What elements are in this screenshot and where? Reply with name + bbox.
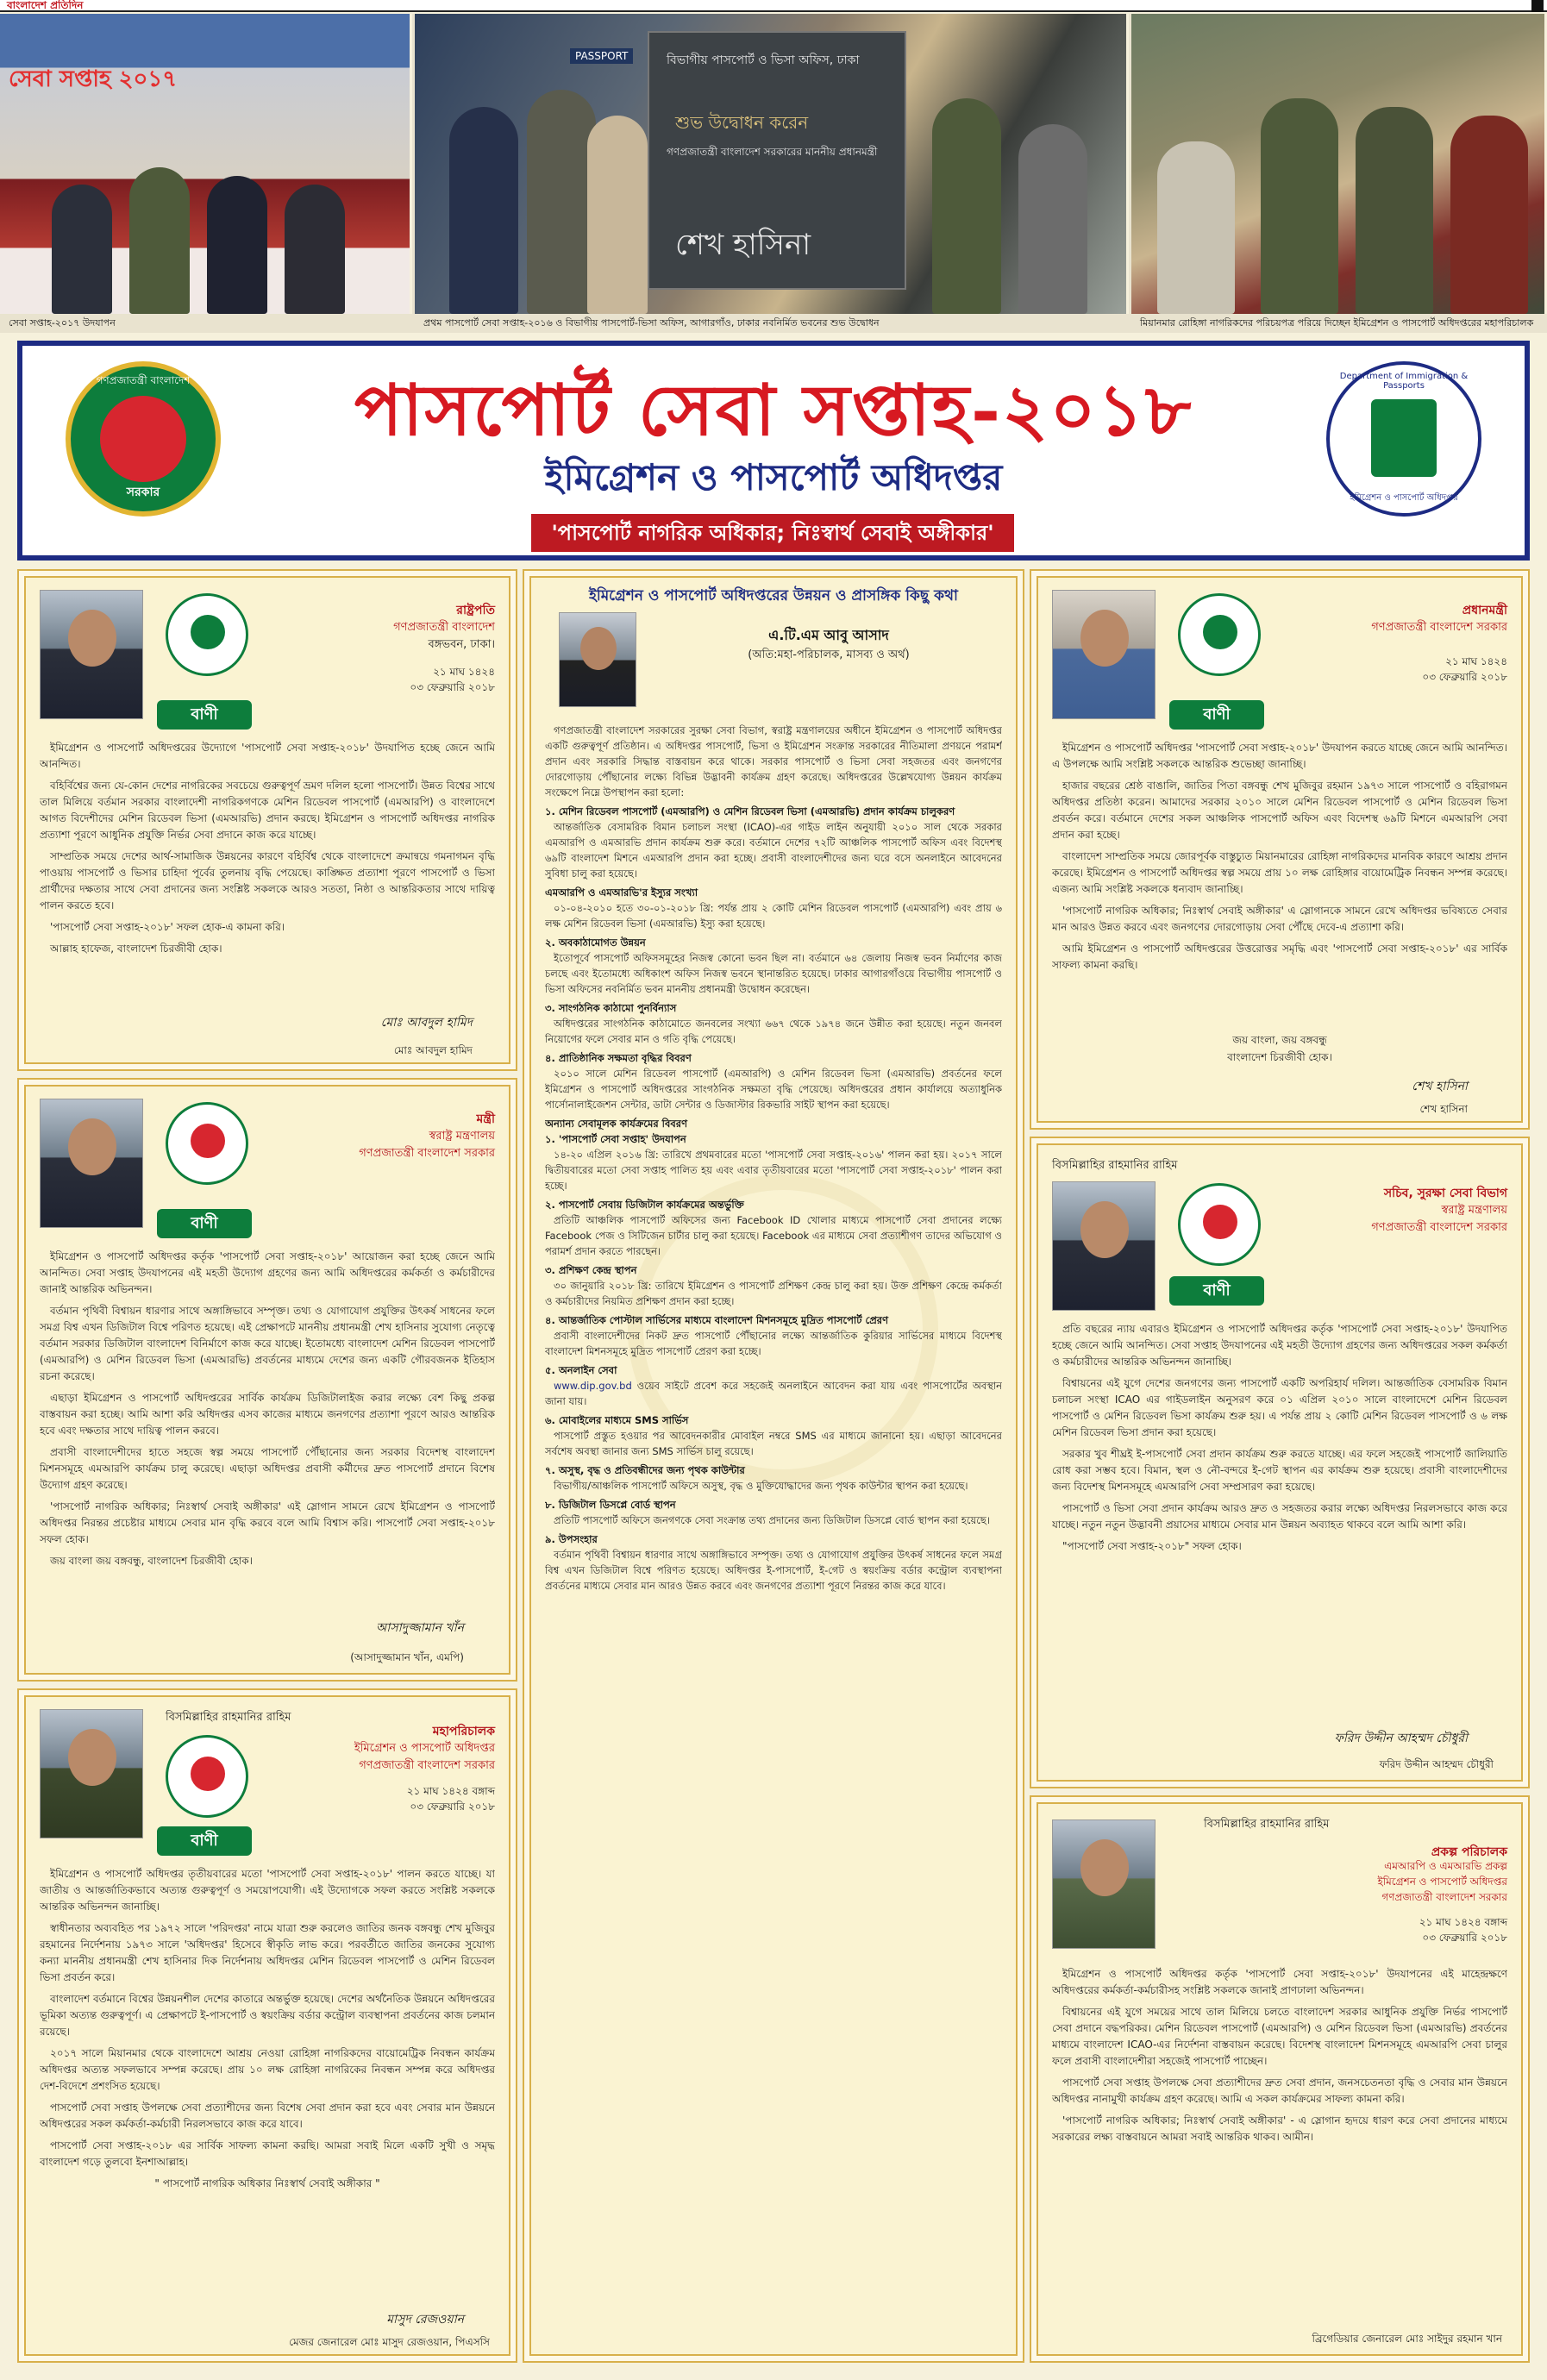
- card-date-en: ০৩ ফেব্রুয়ারি ২০১৮: [1422, 671, 1507, 683]
- author-name: এ.টি.এম আবু আসাদ: [768, 627, 889, 643]
- card-body: [1052, 1321, 1507, 1718]
- paragraph-text: ওয়েব সাইটে প্রবেশ করে সহজেই অনলাইনে আবেদন করা যায় এবং পাসপোর্টের অবস্থান জানা যায়।: [545, 1380, 1002, 1407]
- paragraph: পাসপোর্ট ও ভিসা সেবা প্রদান কার্যক্রম আরও দ্রুত ও সহজতর করার লক্ষ্যে অধিদপ্তর নিরলসভাবে কাজ করে যাচ্ছে। নতুন নতুন উদ্ভাবনী প্রয়াসের মাধ্যমে সেবার মান উন্নয়ন অব্যাহত থাকবে বলে আমি আশা করি।: [1052, 1502, 1507, 1531]
- person-figure: [932, 98, 1001, 314]
- emblem-icon: [166, 593, 248, 676]
- signature: ফরিদ উদ্দীন আহম্মদ চৌধুরী: [1334, 1732, 1468, 1745]
- card-org: ইমিগ্রেশন ও পাসপোর্ট অধিদপ্তর: [1377, 1876, 1507, 1888]
- paragraph: হাজার বছরের শ্রেষ্ঠ বাঙালি, জাতির পিতা বঙ্গবন্ধু শেখ মুজিবুর রহমান ১৯৭৩ সালে পাসপোর্ট ও বহিরাগমন অধিদপ্তর প্রতিষ্ঠা করেন। আমাদের সরকার ২০১০ সালে মেশিন রিডেবল পাসপোর্ট ও মেশিন রিডেবল ভিসা প্রবর্তন করে। বর্তমানে দেশের সকল আঞ্চলিক পাসপোর্ট অফিস এবং বিদেশস্থ ৬৯টি মিশনে এমআরপি সেবা প্রদান করা হচ্ছে।: [1052, 780, 1507, 841]
- face: [1080, 1839, 1129, 1896]
- paragraph: ইতোপূর্বে পাসপোর্ট অফিসসমূহের নিজস্ব কোনো ভবন ছিল না। বর্তমানে ৬৪ জেলায় নিজস্ব ভবন নির্মাণের কাজ চলছে এবং ইতোমধ্যে অধিকাংশ অফিস নিজস্ব ভবনে স্থানান্তরিত হয়েছে। ঢাকার আগারগাঁওয়ে বিভাগীয় পাসপোর্ট ও ভিসা অফিসের নবনির্মিত ভবন মাননীয় প্রধানমন্ত্রী উদ্বোধন করেছেন।: [545, 952, 1002, 995]
- person-figure: [587, 116, 648, 314]
- card-org: গণপ্রজাতন্ত্রী বাংলাদেশ সরকার: [359, 1759, 495, 1772]
- emblem-icon: [166, 1735, 248, 1818]
- photo-row: [0, 14, 1547, 333]
- card-date-bn: ২১ মাঘ ১৪২৪ বঙ্গাব্দ: [406, 1785, 495, 1797]
- govt-logo-bottom-text: সরকার: [126, 485, 160, 499]
- development-article-card: [523, 569, 1024, 2363]
- paragraph: বর্তমান পৃথিবী বিশ্বায়ন ধারণার সাথে অঙ্গাঙ্গিভাবে সম্পৃক্ত। তথ্য ও যোগাযোগ প্রযুক্তির উৎকর্ষ সাধনের ফলে সমগ্র বিশ্ব এখন ডিজিটাল বিশ্বে পরিণত হয়েছে। অধিদপ্তর ই-পাসপোর্ট, ই-গেট ও স্বয়ংক্রিয় বর্ডার কন্ট্রোল ব্যবস্থাপনা প্রবর্তনের মাধ্যমে সেবার মান আরও উন্নত করবে এবং জনগণের প্রত্যাশা পূরণে নিরন্তর কাজ করে যাবে।: [545, 1549, 1002, 1592]
- section-title: ৪. প্রাতিষ্ঠানিক সক্ষমতা বৃদ্ধির বিবরণ: [545, 1052, 692, 1064]
- paragraph: বাংলাদেশ বর্তমানে বিশ্বের উন্নয়নশীল দেশের কাতারে অন্তর্ভুক্ত হয়েছে। দেশের অর্থনৈতিক উন্নয়নে অধিদপ্তরের ভূমিকা অত্যন্ত গুরুত্বপূর্ণ। এ প্রেক্ষাপটে ই-পাসপোর্ট ও স্বয়ংক্রিয় বর্ডার কন্ট্রোল ব্যবস্থাপনা প্রবর্তনের কাজ চলমান রয়েছে।: [40, 1993, 495, 2038]
- page-subtitle: ইমিগ্রেশন ও পাসপোর্ট অধিদপ্তর: [544, 456, 1003, 498]
- govt-logo-sun: [100, 396, 186, 482]
- paragraph: 'পাসপোর্ট সেবা সপ্তাহ-২০১৮' সফল হোক-এ কামনা করি।: [50, 921, 285, 933]
- person-figure: [52, 185, 112, 314]
- inauguration-plaque: [648, 31, 906, 290]
- paragraph: " পাসপোর্ট নাগরিক অধিকার নিঃস্বার্থ সেবাই অঙ্গীকার ": [154, 2177, 380, 2189]
- paragraph: প্রতিটি আঞ্চলিক পাসপোর্ট অফিসের জন্য Facebook ID খোলার মাধ্যমে পাসপোর্ট সেবা প্রদানের লক্ষ্যে Facebook পেজ ও সিটিজেন চার্টার চালু করা হয়েছে। Facebook এর মাধ্যমে সেবা প্রত্যাশীগণ তাদের অভিযোগ ও পরামর্শ প্রদান করতে পারছেন।: [545, 1214, 1002, 1257]
- card-date-bn: ২১ মাঘ ১৪২৪: [1445, 655, 1507, 667]
- bismillah-text: বিসমিল্লাহির রাহমানির রাহিম: [1052, 1159, 1178, 1172]
- card-org: ইমিগ্রেশন ও পাসপোর্ট অধিদপ্তর: [354, 1742, 495, 1755]
- dip-logo-top-text: Department of Immigration & Passports: [1339, 372, 1469, 391]
- author-role: (অতি:মহা-পরিচালক, মাসব্য ও অর্থ): [748, 648, 910, 661]
- page-title: পাসপোর্ট সেবা সপ্তাহ-২০১৮: [354, 369, 1193, 452]
- vani-badge: বাণী: [1169, 700, 1264, 730]
- signatory-name: (আসাদুজ্জামান খাঁন, এমপি): [350, 1651, 464, 1663]
- paragraph: ৩০ জানুয়ারি ২০১৮ খ্রি: তারিখে ইমিগ্রেশন ও পাসপোর্ট প্রশিক্ষণ কেন্দ্র চালু করা হয়। উক্ত প্রশিক্ষণ কেন্দ্রে কর্মকর্তা ও কর্মচারীদের নিয়মিত প্রশিক্ষণ প্রদান করা হচ্ছে।: [545, 1280, 1002, 1307]
- prime-minister-message-card: [1030, 569, 1530, 1130]
- photo-rohingya-registration: [1131, 14, 1547, 314]
- article-section: [545, 1000, 1002, 1047]
- article-section: [545, 935, 1002, 997]
- paragraph: বাংলাদেশ সাম্প্রতিক সময়ে জোরপূর্বক বাস্তুচ্যুত মিয়ানমারের রোহিঙ্গা নাগরিকদের মানবিক কারণে আশ্রয় প্রদান করেছে। ইমিগ্রেশন ও পাসপোর্ট অধিদপ্তর স্বল্প সময়ে প্রায় ১০ লক্ষ রোহিঙ্গার বায়োমেট্রিক নিবন্ধন সম্পন্ন করেছে। এজন্য আমি সংশ্লিষ্ট সকলকে ধন্যবাদ জানাচ্ছি।: [1052, 850, 1507, 895]
- section-subtitle: ৪. আন্তর্জাতিক পোস্টাল সার্ভিসের মাধ্যমে বাংলাদেশ মিশনসমূহে মুদ্রিত পাসপোর্ট প্রেরণ: [545, 1314, 889, 1326]
- vani-badge: বাণী: [157, 1826, 252, 1856]
- emblem-center: [1203, 615, 1237, 649]
- section-subtitle: ৬. মোবাইলের মাধ্যমে SMS সার্ভিস: [545, 1414, 689, 1426]
- emblem-center: [191, 615, 225, 649]
- passport-sign: PASSPORT: [570, 48, 633, 64]
- emblem-center: [1203, 1205, 1237, 1239]
- secretary-portrait: [1052, 1181, 1156, 1311]
- signatory-name: মোঃ আবদুল হামিদ: [393, 1044, 473, 1056]
- card-org: গণপ্রজাতন্ত্রী বাংলাদেশ সরকার: [359, 1147, 495, 1160]
- photo-caption: মিয়ানমার রোহিঙ্গা নাগরিকদের পরিচয়পত্র পরিয়ে দিচ্ছেন ইমিগ্রেশন ও পাসপোর্ট অধিদপ্তরের মহাপরিচালক: [1140, 317, 1534, 329]
- paragraph: বিশ্বায়নের এই যুগে সময়ের সাথে তাল মিলিয়ে চলতে বাংলাদেশ সরকার আধুনিক প্রযুক্তি নির্ভর পাসপোর্ট সেবা প্রদানে বদ্ধপরিকর। মেশিন রিডেবল পাসপোর্ট (এমআরপি) ও মেশিন রিডেবল ভিসা (এমআরভি) প্রবর্তনের মাধ্যমে বাংলাদেশ ICAO-এর নির্দেশনা বাস্তবায়ন করেছে। বিদেশস্থ বাংলাদেশ মিশনসমূহে এমআরপি সেবা চালুর ফলে প্রবাসী বাংলাদেশীরা সহজেই পাসপোর্ট পাচ্ছেন।: [1052, 2006, 1507, 2067]
- right-column: [1030, 569, 1530, 2363]
- person-figure: [1157, 141, 1235, 314]
- signatory-name: মেজর জেনারেল মোঃ মাসুদ রেজওয়ান, পিএসসি: [289, 2336, 490, 2348]
- emblem-center: [191, 1757, 225, 1791]
- minister-portrait: [40, 1099, 143, 1228]
- card-body: [1052, 740, 1507, 1024]
- card-org: গণপ্রজাতন্ত্রী বাংলাদেশ সরকার: [1371, 621, 1507, 634]
- author-portrait: [559, 612, 636, 707]
- article-heading: ইমিগ্রেশন ও পাসপোর্ট অধিদপ্তরের উন্নয়ন ও প্রাসঙ্গিক কিছু কথা: [589, 587, 958, 604]
- paragraph: প্রবাসী বাংলাদেশীদের নিকট দ্রুত পাসপোর্ট পৌঁছানোর লক্ষ্যে আন্তর্জাতিক কুরিয়ার সার্ভিসের মাধ্যমে বিদেশস্থ বাংলাদেশ মিশনসমূহে মুদ্রিত পাসপোর্ট প্রেরণ করা হচ্ছে।: [545, 1330, 1002, 1357]
- paragraph: স্বাধীনতার অব্যবহিত পর ১৯৭২ সালে 'পরিদপ্তর' নামে যাত্রা শুরু করলেও জাতির জনক বঙ্গবন্ধু শেখ মুজিবুর রহমানের নির্দেশনায় ১৯৭৩ সালে 'অধিদপ্তর' হিসেবে স্বীকৃতি লাভ করে। পরবর্তীতে জাতির জনকের সুযোগ্য কন্যা মাননীয় প্রধানমন্ত্রী শেখ হাসিনার দিক নির্দেশনায় অধিদপ্তর মেশিন রিডেবল পাসপোর্ট ও মেশিন রিডেবল ভিসা প্রবর্তন করে।: [40, 1922, 495, 1983]
- paragraph: আল্লাহ হাফেজ, বাংলাদেশ চিরজীবী হোক।: [50, 943, 222, 955]
- paragraph: প্রতি বছরের ন্যায় এবারও ইমিগ্রেশন ও পাসপোর্ট অধিদপ্তর কর্তৃক 'পাসপোর্ট সেবা সপ্তাহ-২০১৮' উদযাপিত হচ্ছে জেনে আমি আনন্দিত। সেবা সপ্তাহ উদযাপনের এই মহতী উদ্যোগ গ্রহণের জন্য অধিদপ্তরের সকল কর্মকর্তা ও কর্মচারীদের আন্তরিক অভিনন্দন জানাচ্ছি।: [1052, 1323, 1507, 1368]
- paragraph: প্রবাসী বাংলাদেশীদের হাতে সহজে স্বল্প সময়ে পাসপোর্ট পৌঁছানোর জন্য সরকার বিদেশস্থ বাংলাদেশ মিশনসমূহে এমআরপি কার্যক্রম চালু করেছে। এছাড়া অধিদপ্তর প্রবাসী কর্মীদের দ্রুত পাসপোর্ট প্রদানে বিশেষ উদ্যোগ গ্রহণ করেছে।: [40, 1446, 495, 1491]
- card-body: [40, 740, 495, 1007]
- paragraph: আমি ইমিগ্রেশন ও পাসপোর্ট অধিদপ্তরের উত্তরোত্তর সমৃদ্ধি এবং 'পাসপোর্ট সেবা সপ্তাহ-২০১৮' এর সার্বিক সাফল্য কামনা করছি।: [1052, 943, 1507, 971]
- photo-caption: সেবা সপ্তাহ-২০১৭ উদযাপন: [9, 317, 116, 329]
- card-body: [40, 1249, 495, 1611]
- top-strip: [0, 0, 1547, 12]
- card-role: মহাপরিচালক: [432, 1725, 495, 1738]
- director-general-message-card: [17, 1688, 517, 2363]
- dg-portrait: [40, 1709, 143, 1838]
- card-role: রাষ্ট্রপতি: [456, 604, 495, 617]
- paragraph: ইমিগ্রেশন ও পাসপোর্ট অধিদপ্তরের উদ্যোগে 'পাসপোর্ট সেবা সপ্তাহ-২০১৮' উদযাপিত হচ্ছে জেনে আমি আনন্দিত।: [40, 742, 495, 770]
- card-org: স্বরাষ্ট্র মন্ত্রণালয়: [429, 1130, 495, 1143]
- signature: মাসুদ রেজওয়ান: [386, 2313, 464, 2327]
- person-figure: [285, 185, 345, 314]
- paragraph: পাসপোর্ট প্রস্তুত হওয়ার পর আবেদনকারীর মোবাইল নম্বরে SMS এর মাধ্যমে জানানো হয়। এছাড়া আবেদনের সর্বশেষ অবস্থা জানার জন্য SMS সার্ভিস চালু রয়েছে।: [545, 1430, 1002, 1457]
- plaque-name: শেখ হাসিনা: [675, 228, 811, 262]
- vani-badge: বাণী: [1169, 1276, 1264, 1306]
- paragraph: বিভাগীয়/আঞ্চলিক পাসপোর্ট অফিসে অসুস্থ, বৃদ্ধ ও মুক্তিযোদ্ধাদের জন্য পৃথক কাউন্টার স্থাপন করা হয়েছে।: [554, 1480, 968, 1492]
- website-link[interactable]: www.dip.gov.bd: [554, 1380, 632, 1392]
- face: [68, 610, 116, 667]
- section-title: ৩. সাংগঠনিক কাঠামো পুনর্বিন্যাস: [545, 1002, 677, 1014]
- paragraph: 'পাসপোর্ট নাগরিক অধিকার; নিঃস্বার্থ সেবাই অঙ্গীকার' - এ স্লোগান হৃদয়ে ধারণ করে সেবা প্রদানের মাধ্যমে সরকারের লক্ষ্য বাস্তবায়নে আমরা সবাই আন্তরিক থাকব। আমীন।: [1052, 2114, 1507, 2143]
- card-role: প্রধানমন্ত্রী: [1462, 604, 1507, 617]
- section-subtitle: ৮. ডিজিটাল ডিসপ্লে বোর্ড স্থাপন: [545, 1499, 676, 1511]
- vani-badge: বাণী: [157, 1209, 252, 1238]
- paragraph: জয় বাংলা জয় বঙ্গবন্ধু, বাংলাদেশ চিরজীবী হোক।: [50, 1555, 253, 1567]
- paragraph: 'পাসপোর্ট নাগরিক অধিকার; নিঃস্বার্থ সেবাই অঙ্গীকার' এ স্লোগানকে সামনে রেখে অধিদপ্তর ভবিষ্যতে সেবার মান আরও উন্নত করবে এবং জনগণের দোরগোড়ায় সেবা পৌঁছে দেবে-এ প্রত্যাশা করি।: [1052, 905, 1507, 933]
- paragraph: ১৪-২০ এপ্রিল ২০১৬ খ্রি: তারিখে প্রথমবারের মতো 'পাসপোর্ট সেবা সপ্তাহ-২০১৬' পালন করা হয়। ২০১৭ সালে দ্বিতীয়বারের মতো সেবা সপ্তাহ পালিত হয় এবং এবার তৃতীয়বারের মতো 'পাসপোর্ট সেবা সপ্তাহ-২০১৮' পালন করা হচ্ছে।: [545, 1149, 1002, 1192]
- card-role: মন্ত্রী: [476, 1112, 495, 1126]
- paragraph: আন্তর্জাতিক বেসামরিক বিমান চলাচল সংস্থা (ICAO)-এর গাইড লাইন অনুযায়ী ২০১০ সাল থেকে সরকার এমআরপি ও এমআরভি প্রদান কার্যক্রম শুরু করে। বর্তমানে দেশের ৭২টি আঞ্চলিক পাসপোর্ট অফিস এবং বিদেশস্থ ৬৯টি বাংলাদেশ মিশনে এমআরপি প্রদান করা হচ্ছে। প্রবাসী বাংলাদেশীদের জন্য ঘরে বসে অনলাইনে আবেদনের সুবিধা চালু করা হয়েছে।: [545, 821, 1002, 880]
- section-subtitle: এমআরপি ও এমআরভি'র ইস্যুর সংখ্যা: [545, 886, 698, 899]
- left-column: [17, 569, 517, 2363]
- person-figure: [1356, 107, 1433, 314]
- signature: আসাদুজ্জামান খাঁন: [376, 1621, 464, 1635]
- emblem-icon: [166, 1102, 248, 1185]
- paragraph: এছাড়া ইমিগ্রেশন ও পাসপোর্ট অধিদপ্তরের সার্বিক কার্যক্রম ডিজিটালাইজ করার লক্ষ্যে বেশ কিছু প্রকল্প বাস্তবায়ন করা হচ্ছে। আমি আশা করি অধিদপ্তর এসব কাজের মাধ্যমে জনগণের প্রত্যাশা পূরণে আরও আন্তরিক হবে এবং দক্ষতার সাথে দায়িত্ব পালন করবে।: [40, 1392, 495, 1437]
- paragraph: [545, 1378, 1002, 1409]
- paragraph: ইমিগ্রেশন ও পাসপোর্ট অধিদপ্তর কর্তৃক 'পাসপোর্ট সেবা সপ্তাহ-২০১৮' উদযাপনের এই মাহেন্দ্রক্ষণে অধিদপ্তরের কর্মকর্তা-কর্মচারীসহ সংশ্লিষ্ট সকলকে জানাই প্রাণঢালা অভিনন্দন।: [1052, 1968, 1507, 1996]
- dip-logo-bottom-text: ইমিগ্রেশন ও পাসপোর্ট অধিদপ্তর: [1350, 493, 1458, 503]
- card-date-en: ০৩ ফেব্রুয়ারি ২০১৮: [1422, 1932, 1507, 1944]
- article-body: [545, 723, 1002, 2344]
- closing-line: জয় বাংলা, জয় বঙ্গবন্ধু: [1232, 1034, 1327, 1046]
- bismillah-text: বিসমিল্লাহির রাহমানির রাহিম: [1204, 1818, 1330, 1831]
- section-subtitle: ২. পাসপোর্ট সেবায় ডিজিটাল কার্যক্রমের অন্তর্ভুক্তি: [545, 1199, 744, 1211]
- face: [580, 627, 617, 670]
- face: [68, 1729, 116, 1786]
- card-date-bn: ২১ মাঘ ১৪২৪: [433, 666, 495, 678]
- person-figure: [527, 90, 596, 314]
- section-subtitle: ৭. অসুস্থ, বৃদ্ধ ও প্রতিবন্ধীদের জন্য পৃথক কাউন্টার: [545, 1464, 745, 1476]
- article-section: [545, 1116, 1002, 1594]
- closing-line: বাংলাদেশ চিরজীবী হোক।: [1227, 1051, 1332, 1063]
- section-title: অন্যান্য সেবামূলক কার্যক্রমের বিবরণ: [545, 1118, 688, 1130]
- photo-inauguration: [415, 14, 1129, 314]
- card-role: প্রকল্প পরিচালক: [1431, 1845, 1507, 1859]
- title-band: [17, 341, 1530, 561]
- signature: মোঃ আবদুল হামিদ: [380, 1016, 473, 1030]
- card-date-en: ০৩ ফেব্রুয়ারি ২০১৮: [410, 681, 495, 693]
- masthead: বাংলাদেশ প্রতিদিন: [7, 0, 84, 11]
- paragraph: সরকার খুব শীঘ্রই ই-পাসপোর্ট সেবা প্রদান কার্যক্রম শুরু করতে যাচ্ছে। এর ফলে সহজেই পাসপোর্ট জালিয়াতি রোধ করা সম্ভব হবে। বিমান, স্থল ও নৌ-বন্দরে ই-গেট স্থাপন এর কার্যক্রম শুরু হয়েছে। প্রবাসী বাংলাদেশীদের জন্য বিদেশস্থ মিশনসমূহে এমআরপি সেবা সম্প্রসারণ করা হয়েছে।: [1052, 1448, 1507, 1493]
- section-title: ১. মেশিন রিডেবল পাসপোর্ট (এমআরপি) ও মেশিন রিডেবল ভিসা (এমআরভি) প্রদান কার্যক্রম চালুকরণ: [545, 805, 955, 817]
- photo-caption: প্রথম পাসপোর্ট সেবা সপ্তাহ-২০১৬ ও বিভাগীয় পাসপোর্ট-ভিসা অফিস, আগারগাঁও, ঢাকার নবনির্মিত ভবনের শুভ উদ্বোধন: [423, 317, 880, 329]
- signatory-name: শেখ হাসিনা: [1419, 1103, 1468, 1115]
- middle-column: [523, 569, 1024, 2363]
- project-director-portrait: [1052, 1819, 1156, 1949]
- person-figure: [1261, 98, 1338, 314]
- paragraph: ইমিগ্রেশন ও পাসপোর্ট অধিদপ্তর কর্তৃক 'পাসপোর্ট সেবা সপ্তাহ-২০১৮' আয়োজন করা হচ্ছে জেনে আমি আনন্দিত। সেবা সপ্তাহ উদযাপনের এই মহতী উদ্যোগ গ্রহণের জন্য আমি অধিদপ্তরের কর্মকর্তা ও কর্মচারীদের জানাই আন্তরিক অভিনন্দন।: [40, 1250, 495, 1295]
- home-minister-message-card: [17, 1078, 517, 1682]
- dip-logo: [1326, 361, 1481, 517]
- section-subtitle: ৯. উপসংহার: [545, 1533, 598, 1545]
- vani-badge: বাণী: [157, 700, 252, 730]
- signatory-name: ফরিদ উদ্দীন আহম্মদ চৌধুরী: [1379, 1758, 1494, 1770]
- person-figure: [207, 176, 267, 314]
- section-subtitle: ৩. প্রশিক্ষণ কেন্দ্র স্থাপন: [545, 1264, 637, 1276]
- paragraph: অধিদপ্তরের সাংগঠনিক কাঠামোতে জনবলের সংখ্যা ৬৬৭ থেকে ১৯৭৪ জনে উন্নীত করা হয়েছে। নতুন জনবল নিয়োগের ফলে সেবার মান ও গতি বৃদ্ধি পেয়েছে।: [545, 1018, 1002, 1045]
- card-org: গণপ্রজাতন্ত্রী বাংলাদেশ: [393, 621, 495, 634]
- section-subtitle: ১. 'পাসপোর্ট সেবা সপ্তাহ' উদযাপন: [545, 1133, 686, 1145]
- paragraph: সাম্প্রতিক সময়ে দেশের আর্থ-সামাজিক উন্নয়নের কারণে বহির্বিশ্ব থেকে বাংলাদেশে ক্রমান্বয়ে গমনাগমন বৃদ্ধি পাওয়ায় পাসপোর্ট ও ভিসার চাহিদা পূর্বের তুলনায় বৃদ্ধি পেয়েছে। কাঙ্ক্ষিত প্রত্যাশা পূরণে পাসপোর্ট ও ভিসা প্রার্থীদের দক্ষতার সাথে সেবা প্রদানের জন্য সংশ্লিষ্ট সকলকে আরও সততা, নিষ্ঠা ও আন্তরিকতার সাথে দায়িত্ব পালন করতে হবে।: [40, 850, 495, 911]
- paragraph: 'পাসপোর্ট নাগরিক অধিকার; নিঃস্বার্থ সেবাই অঙ্গীকার' এই স্লোগান সামনে রেখে ইমিগ্রেশন ও পাসপোর্ট অধিদপ্তর নিরন্তর প্রচেষ্টার মাধ্যমে সেবার মান বৃদ্ধি করবে বলে আমি বিশ্বাস করি। পাসপোর্ট সেবা সপ্তাহ-২০১৮ সফল হোক।: [40, 1500, 495, 1545]
- plaque-heading: বিভাগীয় পাসপোর্ট ও ভিসা অফিস, ঢাকা: [667, 53, 860, 67]
- secretary-message-card: [1030, 1137, 1530, 1788]
- paragraph: ইমিগ্রেশন ও পাসপোর্ট অধিদপ্তর তৃতীয়বারের মতো 'পাসপোর্ট সেবা সপ্তাহ-২০১৮' পালন করতে যাচ্ছে। যা জাতীয় ও আন্তর্জাতিকভাবে অত্যন্ত গুরুত্বপূর্ণ ও সময়োপযোগী। এই উদ্যোগকে সফল করতে সংশ্লিষ্ট সকলকে আন্তরিক অভিনন্দন জানাচ্ছি।: [40, 1868, 495, 1913]
- section-subtitle: ৫. অনলাইন সেবা: [545, 1364, 617, 1376]
- project-director-message-card: [1030, 1795, 1530, 2363]
- card-place: বঙ্গভবন, ঢাকা।: [428, 638, 495, 651]
- face: [1080, 610, 1129, 667]
- paragraph: বর্তমান পৃথিবী বিশ্বায়ন ধারণার সাথে অঙ্গাঙ্গিভাবে সম্পৃক্ত। তথ্য ও যোগাযোগ প্রযুক্তির উৎকর্ষ সাধনের ফলে সমগ্র বিশ্ব এখন ডিজিটাল বিশ্বে পরিণত হয়েছে। এই প্রেক্ষাপটে মাননীয় প্রধানমন্ত্রী শেখ হাসিনার সুযোগ্য নেতৃত্বে বর্তমান সরকার ডিজিটাল বাংলাদেশ বিনির্মাণে কাজ করে যাচ্ছে। ইতোমধ্যে বাংলাদেশ মেশিন রিডেবল পাসপোর্ট (এমআরপি) ও মেশিন রিডেবল ভিসা (এমআরভি) প্রবর্তনের মাধ্যমে দেশের জন্য একটি গৌরবজনক ইতিহাস রচনা করেছে।: [40, 1305, 495, 1382]
- card-body: [1052, 1966, 1507, 2311]
- person-figure: [1018, 124, 1087, 314]
- paragraph: পাসপোর্ট সেবা সপ্তাহ উপলক্ষে সেবা প্রত্যাশীদের দ্রুত সেবা প্রদান, জনসচেতনতা বৃদ্ধি ও সেবার মান উন্নয়নে অধিদপ্তর নানামুখী কার্যক্রম গ্রহণ করেছে। আমি এ সকল কার্যক্রমের সাফল্য কামনা করি।: [1052, 2076, 1507, 2105]
- signatory-name: ব্রিগেডিয়ার জেনারেল মোঃ সাইদুর রহমান খান: [1312, 2333, 1502, 2345]
- paragraph: ২০১৭ সালে মিয়ানমার থেকে বাংলাদেশে আশ্রয় নেওয়া রোহিঙ্গা নাগরিকদের বায়োমেট্রিক নিবন্ধন কার্যক্রম অধিদপ্তর অত্যন্ত সফলভাবে সম্পন্ন করেছে। প্রায় ১০ লক্ষ রোহিঙ্গা নাগরিকের নিবন্ধন সম্পন্ন করে অধিদপ্তর দেশ-বিদেশে প্রশংসিত হয়েছে।: [40, 2047, 495, 2092]
- paragraph: বিশ্বায়নের এই যুগে দেশের জনগণের জন্য পাসপোর্ট একটি অপরিহার্য দলিল। আন্তর্জাতিক বেসামরিক বিমান চলাচল সংস্থা ICAO এর গাইডলাইন অনুসরণ করে ০১ এপ্রিল ২০১০ সালে বাংলাদেশে মেশিন রিডেবল পাসপোর্ট ও মেশিন রিডেবল ভিসা কার্যক্রম শুরু হয়। এ পর্যন্ত প্রায় ২ কোটি মেশিন রিডেবল পাসপোর্ট ও ৬ লক্ষ মেশিন রিডেবল ভিসা প্রদান করা হয়েছে।: [1052, 1377, 1507, 1438]
- govt-logo: [66, 361, 221, 517]
- signature: শেখ হাসিনা: [1412, 1080, 1468, 1093]
- emblem-center: [191, 1124, 225, 1158]
- card-role: সচিব, সুরক্ষা সেবা বিভাগ: [1383, 1187, 1507, 1200]
- card-org: গণপ্রজাতন্ত্রী বাংলাদেশ সরকার: [1381, 1891, 1507, 1903]
- plaque-subtext: গণপ্রজাতন্ত্রী বাংলাদেশ সরকারের মাননীয় প্রধানমন্ত্রী: [667, 146, 878, 158]
- card-date-en: ০৩ ফেব্রুয়ারি ২০১৮: [410, 1801, 495, 1813]
- article-section: [545, 1050, 1002, 1112]
- paragraph: প্রতিটি পাসপোর্ট অফিসে জনগণকে সেবা সংক্রান্ত তথ্য প্রদানের জন্য ডিজিটাল ডিসপ্লে বোর্ড স্থাপন করা হয়েছে।: [554, 1514, 990, 1526]
- emblem-icon: [1178, 1183, 1261, 1266]
- paragraph: গণপ্রজাতন্ত্রী বাংলাদেশ সরকারের সুরক্ষা সেবা বিভাগ, স্বরাষ্ট্র মন্ত্রণালয়ের অধীনে ইমিগ্রেশন ও পাসপোর্ট অধিদপ্তর একটি গুরুত্বপূর্ণ প্রতিষ্ঠান। এ অধিদপ্তর পাসপোর্ট, ভিসা ও ইমিগ্রেশন সংক্রান্ত সরকারের নীতিমালা প্রণয়নে পরামর্শ প্রদান এবং সরকারি সিদ্ধান্ত বাস্তবায়ন করে থাকে। সরকার পাসপোর্ট ও ভিসা সেবা সহজতর এবং জনগণের দোরগোড়ায় পৌঁছানোর লক্ষ্যে বিভিন্ন উদ্ভাবনী কার্যক্রম গ্রহণ করেছে। অধিদপ্তরের উল্লেখযোগ্য উন্নয়ন কার্যক্রম সংক্ষেপে নিম্নে উপস্থাপন করা হলো:: [545, 724, 1002, 799]
- pm-portrait: [1052, 590, 1156, 719]
- card-org: এমআরপি ও এমআরভি প্রকল্প: [1384, 1860, 1507, 1872]
- page-marker: [1531, 0, 1544, 12]
- president-portrait: [40, 590, 143, 719]
- card-org: স্বরাষ্ট্র মন্ত্রণালয়: [1441, 1204, 1507, 1217]
- person-figure: [1450, 116, 1528, 314]
- plaque-text: শুভ উদ্বোধন করেন: [675, 112, 809, 133]
- president-message-card: [17, 569, 517, 1071]
- card-date-bn: ২১ মাঘ ১৪২৪ বঙ্গাব্দ: [1419, 1916, 1507, 1928]
- article-section: [545, 804, 1002, 931]
- photo-seba-saptah-2017: [0, 14, 412, 314]
- paragraph: পাসপোর্ট সেবা সপ্তাহ-২০১৮ এর সার্বিক সাফল্য কামনা করছি। আমরা সবাই মিলে একটি সুখী ও সমৃদ্ধ বাংলাদেশ গড়ে তুলবো ইনশাআল্লাহ।: [40, 2139, 495, 2168]
- slogan-banner: 'পাসপোর্ট নাগরিক অধিকার; নিঃস্বার্থ সেবাই অঙ্গীকার': [531, 514, 1014, 552]
- paragraph: পাসপোর্ট সেবা সপ্তাহ উপলক্ষে সেবা প্রত্যাশীদের জন্য বিশেষ সেবা প্রদান করা হবে এবং সেবার মান উন্নয়নে অধিদপ্তরের সকল কর্মকর্তা-কর্মচারী নিরলসভাবে কাজ করে যাবে।: [40, 2101, 495, 2130]
- paragraph: বহির্বিশ্বের জন্য যে-কোন দেশের নাগরিকের সবচেয়ে গুরুত্বপূর্ণ ভ্রমণ দলিল হলো পাসপোর্ট। উন্নত বিশ্বের সাথে তাল মিলিয়ে বর্তমান সরকার বাংলাদেশী নাগরিকগণকে মেশিন রিডেবল পাসপোর্ট (এমআরপি) ও বাংলাদেশে আগত বিদেশীদের মেশিন রিডেবল ভিসা (এমআরভি) প্রদান করছে। ইমিগ্রেশন ও পাসপোর্ট অধিদপ্তর নাগরিক প্রত্যাশা পূরণে আধুনিক প্রযুক্তি নির্ভর সেবা প্রদানে কাজ করে যাচ্ছে।: [40, 780, 495, 841]
- photo-banner-text: সেবা সপ্তাহ ২০১৭: [9, 66, 178, 92]
- passport-icon: [1371, 399, 1437, 477]
- paragraph: "পাসপোর্ট সেবা সপ্তাহ-২০১৮" সফল হোক।: [1062, 1540, 1242, 1552]
- paragraph: ইমিগ্রেশন ও পাসপোর্ট অধিদপ্তর 'পাসপোর্ট সেবা সপ্তাহ-২০১৮' উদযাপন করতে যাচ্ছে জেনে আমি আনন্দিত। এ উপলক্ষে আমি সংশ্লিষ্ট সকলকে আন্তরিক শুভেচ্ছা জানাচ্ছি।: [1052, 742, 1507, 770]
- face: [1080, 1201, 1129, 1258]
- card-org: গণপ্রজাতন্ত্রী বাংলাদেশ সরকার: [1371, 1221, 1507, 1234]
- face: [68, 1118, 116, 1175]
- emblem-icon: [1178, 593, 1261, 676]
- paragraph: ০১-০৪-২০১০ হতে ৩০-০১-২০১৮ খ্রি: পর্যন্ত প্রায় ২ কোটি মেশিন রিডেবল পাসপোর্ট (এমআরপি) এবং প্রায় ৬ লক্ষ মেশিন রিডেবল ভিসা (এমআরভি) ইস্যু করা হয়েছে।: [545, 902, 1002, 930]
- card-body: [40, 1866, 495, 2306]
- person-figure: [449, 107, 518, 314]
- bismillah-text: বিসমিল্লাহির রাহমানির রাহিম: [166, 1711, 291, 1724]
- section-title: ২. অবকাঠামোগত উন্নয়ন: [545, 936, 646, 949]
- paragraph: ২০১০ সালে মেশিন রিডেবল পাসপোর্ট (এমআরপি) ও মেশিন রিডেবল ভিসা (এমআরভি) প্রবর্তনের ফলে ইমিগ্রেশন ও পাসপোর্ট অধিদপ্তরের সাংগঠনিক সক্ষমতা বৃদ্ধি পেয়েছে। অধিদপ্তরের প্রধান কার্যালয়ে অত্যাধুনিক পার্সোনালাইজেশন সেন্টার, ডাটা সেন্টার ও ডিজাস্টার রিকভারি সাইট স্থাপন করা হয়েছে।: [545, 1068, 1002, 1111]
- person-figure: [129, 167, 190, 314]
- govt-logo-top-text: গণপ্রজাতন্ত্রী বাংলাদেশ: [96, 374, 191, 386]
